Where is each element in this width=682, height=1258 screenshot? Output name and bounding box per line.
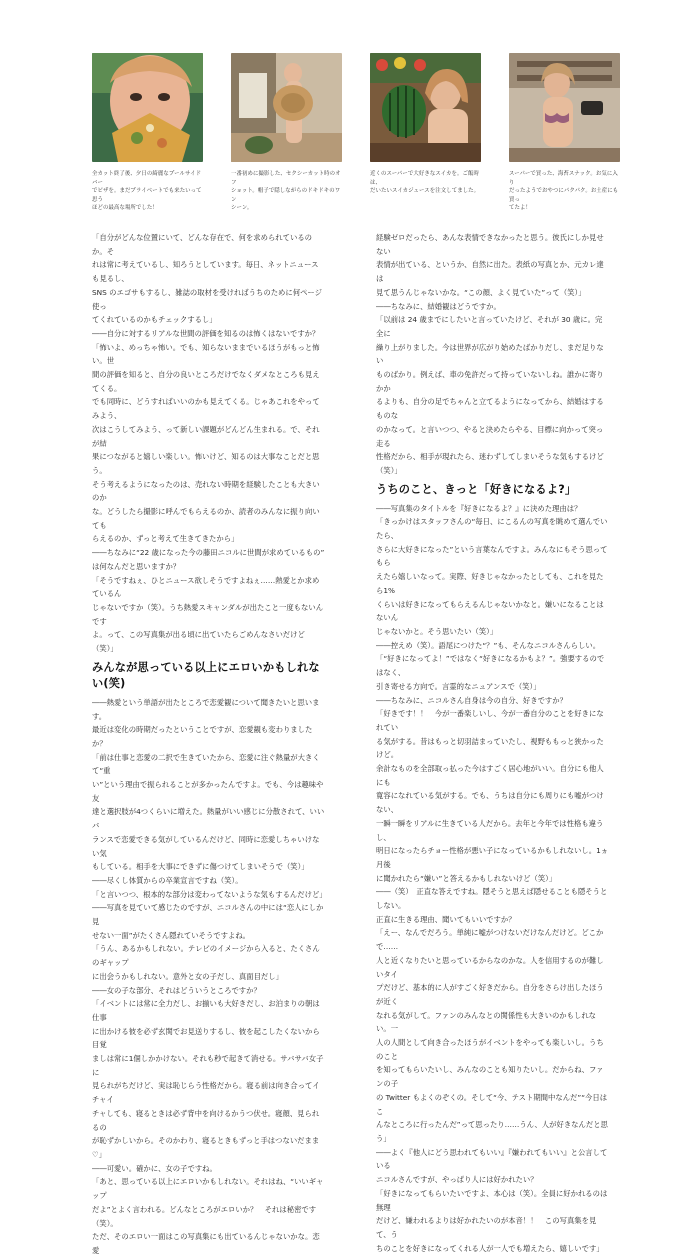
section-heading: みんなが思っている以上にエロいかもしれない(笑) [92,660,320,690]
interview-paragraph: 「あと、思っている以上にエロいかもしれない。それはね、“いいギャップ だよ”とよく言われる。どんなところがエロいか？ それは秘密です（笑）。 ただ、そのエロい一面はこの写真集にも出ているんじゃないかな。恋愛 [92,1177,324,1255]
photo-caption-snack: スーパーで買った、海苔スナック。お気に入り だったようでおやつにパクパク。お土産にも買っ てたよ！ [509,171,619,212]
photo-snack-image [509,53,620,162]
interview-paragraph: 「えー、なんでだろう。単純に嘘がつけないだけなんだけど。どこかで…… 人と近くなりたいと思っているからなのかな。人を信用するのが難しいタイ プだけど、基本的に人がすごく好きだから。自分をさらけ出したほうが近く なれる気がして。ファンのみんなとの関係性も大きいのかもしれない。一 人の人間として向き合ったほうがイベントをやっても楽しいし。うちのこと を知ってもらいたいし、みんなのことも知りたいし。だからね、ファンの子 の Twitter もよくのぞくの。そして“今、テスト期間中なんだ”“今日はこ んなところに行ったんだ”って思ったり……うん、人が好きなんだと思う」 [376,928,608,1143]
interview-paragraph: ――ちなみに“22 歳になった今の藤田ニコルに世間が求めているもの” は何なんだと思いますか？ [92,548,325,571]
photo-pizza [92,53,203,162]
interview-paragraph: ――写真を見ていて感じたのですが、ニコルさんの中には“恋人にしか見 せない一面”がたくさん隠れていそうですよね。 [92,903,324,940]
interview-paragraph: 「前は仕事と恋愛の二択で生きていたから、恋愛に注ぐ熱量が大きくて“重 い”という理由で振られることが多かったんですよ。でも、今は趣味や友 達と選択肢が4つくらいに増えた。熱量がいい感じに分散されて、いいバ ランスで恋愛できる気がしているんだけど、同時に恋愛しちゃいけない気 もしている。相手を大事にできずに傷つけてしまいそうで（笑）」 [92,752,325,872]
interview-column-right [376,231,609,1255]
interview-paragraph: ――可愛い。確かに、女の子ですね。 [92,1163,217,1173]
interview-paragraph: 「好きです！！ 今が一番楽しいし、今が一番自分のことを好きになれてい る気がする。昔はもっと切羽詰まっていたし、視野ももっと狭かったけど。 余計なものを全部取っ払った今はすごく居心地がいい。自分にも他人にも 寛容になれている気がする。でも、うちは自分にも周りにも嘘がつけない、 一瞬一瞬をリアルに生きている人だから。去年と今年では性格も違うし、 明日になったらチョー性格が悪い子になっているかもしれないし。1ヵ月後 に聞かれたら“嫌い”と答えるかもしれないけど（笑）」 [376,709,609,883]
interview-paragraph: ――自分に対するリアルな世間の評価を知るのは怖くはないですか？ [92,328,320,338]
interview-paragraph: ――（笑） 正直な答えですね。隠そうと思えば隠せることも隠そうとしない。 正直に生きる理由、聞いてもいいですか？ [376,887,608,924]
interview-paragraph: 「イベントには常に全力だし、お揃いも大好きだし、お泊まりの朝は仕事 に出かける彼を必ず玄関でお見送りするし、彼を起こしたくないから目覚 ましは常に1個しかかけない。それも秒で起きて消せる。サバサバ女子に 見られがちだけど、実は恥じらう性格だから。寝る前は向き合ってイチャイ チャしても、寝るときは必ず背中を向けるかうつ伏せ。寝顔、見られるの が恥ずかしいから。そのかわり、寝るときもずっと手はつないだまま♡」 [92,999,324,1159]
interview-paragraph: 経験ゼロだったら、あんな表情できなかったと思う。彼氏にしか見せない 表情が出ている、というか、自然に出た。表紙の写真とか、元カレ達は 見て思うんじゃないかな。“この顔、よく見ていた”って（笑）」 [376,233,604,297]
interview-paragraph: ――熱愛という単語が出たところで恋愛観について聞きたいと思います。 最近は変化の時期だったということですが、恋愛観も変わりましたか？ [92,697,320,748]
photo-snack [509,53,620,162]
photo-caption-hat: 一番初めに撮影した、セクシーカット時のオフ ショット。帽子で隠しながらのドキドキのワン シーン。 [231,171,341,212]
photo-watermelon-image [370,53,481,162]
photo-watermelon [370,53,481,162]
interview-paragraph: 「きっかけはスタッフさんの“毎日、にこるんの写真を眺めて選んでいたら、 さらに大好きになった”という言葉なんですよ。みんなにもそう思ってもら えたら嬉しいなって。実際、好きじゃなかったとしても、これを見たら1% くらいは好きになってもらえるんじゃないかなと。嫌いになることはないん じゃないかと。そう思いたい（笑）」 [376,517,608,636]
interview-paragraph: ――ちなみに、結婚観はどうですか。 [376,301,501,311]
interview-paragraph: 「そうですねぇ、ひとニュース欲しそうですよねぇ……熱愛とか求めているん じゃないですか（笑）。うち熱愛スキャンダルが出たこと一度もないんです よ。って、この写真集が出る頃に出ていたらごめんなさいだけど（笑）」 [92,575,324,654]
photo-hat [231,53,342,162]
photo-caption-watermelon: 近くのスーパーで大好きなスイカを。ご飯時は、 だいたいスイカジュースを注文してました。 [370,171,480,195]
interview-paragraph: 「自分がどんな位置にいて、どんな存在で、何を求められているのか。そ れは常に考えているし、知ろうとしています。毎日、ネットニュースも見るし、 SNS のエゴサもするし、雑誌の取材を受ければうちのために何ページ使っ てくれているのかもチェックするし」 [92,233,322,325]
interview-paragraph: 「以前は 24 歳までにしたいと言っていたけど、それが 30 歳に。完全に 繰り上がりました。今は世界が広がり始めたばかりだし、まだ足りない ものばかり。例えば、車の免許だって持っていないしね。誰かに寄りかか るよりも、自分の足でちゃんと立てるようになってから、結婚はするものな のかなって。と言いつつ、やると決めたらやる、目標に向かって突っ走る 性格だから、相手が現れたら、迷わずしてしまいそうな気もするけど（笑）」 [376,315,604,475]
interview-paragraph: ――ちなみに、ニコルさん自身は今の自分、好きですか？ [376,695,567,705]
interview-paragraph: 「好きになってもらいたいですよ、本心は（笑）。全員に好かれるのは無理 だけど、嫌われるよりは好かれたいのが本音！！ この写真集を見て、う ちのことを好きになってくれる人が一人でも増えたら、嬉しいです」 [376,1188,608,1253]
interview-paragraph: ――写真集のタイトルを『好きになるよ？』に決めた理由は？ [376,503,582,513]
photo-pizza-image [92,53,203,162]
photo-row [92,53,620,212]
photo-caption-pizza: 全カット終了後、夕日の綺麗なプールサイドバー でピザを。まだプライベートでも来たいって思う ほどの最高な場所でした！ [92,171,202,212]
interview-paragraph: ――よく『他人にどう思われてもいい』『嫌われてもいい』と公言している ニコルさんですが、やっぱり人には好かれたい？ [376,1147,608,1185]
interview-paragraph: 「と言いつつ、根本的な部分は変わってないような気もするんだけど」 [92,889,327,899]
section-heading: うちのこと、きっと「好きになるよ?」 [376,482,577,496]
photo-hat-image [231,53,342,162]
interview-paragraph: ――尽くし体質からの卒業宣言ですね（笑）。 [92,875,243,885]
interview-paragraph: 「“好きになってよ！”ではなく“好きになるかもよ？”。強要するのではなく、 引き寄せる方向で。言霊的なニュアンスで（笑）」 [376,654,605,691]
interview-paragraph: 「うん、あるかもしれない。テレビのイメージから入ると、たくさんのギャップ に出会うかもしれない。意外と女の子だし、真面目だし」 [92,944,320,981]
interview-paragraph: 「怖いよ、めっちゃ怖い。でも、知らないままでいるほうがもっと怖い。世 間の評価を知ると、自分の良いところだけでなくダメなところも見えてくる。 でも同時に、どうすればいいのかも見えてくる。じゃあこれをやってみよう、 次はこうしてみよう、って新しい課題がどんどん生まれる。で、それが結 果につながると嬉しい楽しい。怖いけど、知るのは大事なことだと思う。 そう考えるようになったのは、売れない時期を経験したことも大きいのか な。どうしたら撮影に呼んでもらえるのか、読者のみんなに振り向いても らえるのか、ずっと考えて生きてきたから」 [92,342,320,544]
interview-paragraph: ――女の子な部分、それはどういうところですか？ [92,985,261,995]
interview-column-left [92,231,325,1258]
interview-paragraph: ――控えめ（笑）。語尾につけた“？”も、そんなニコルさんらしい。 [376,640,601,650]
